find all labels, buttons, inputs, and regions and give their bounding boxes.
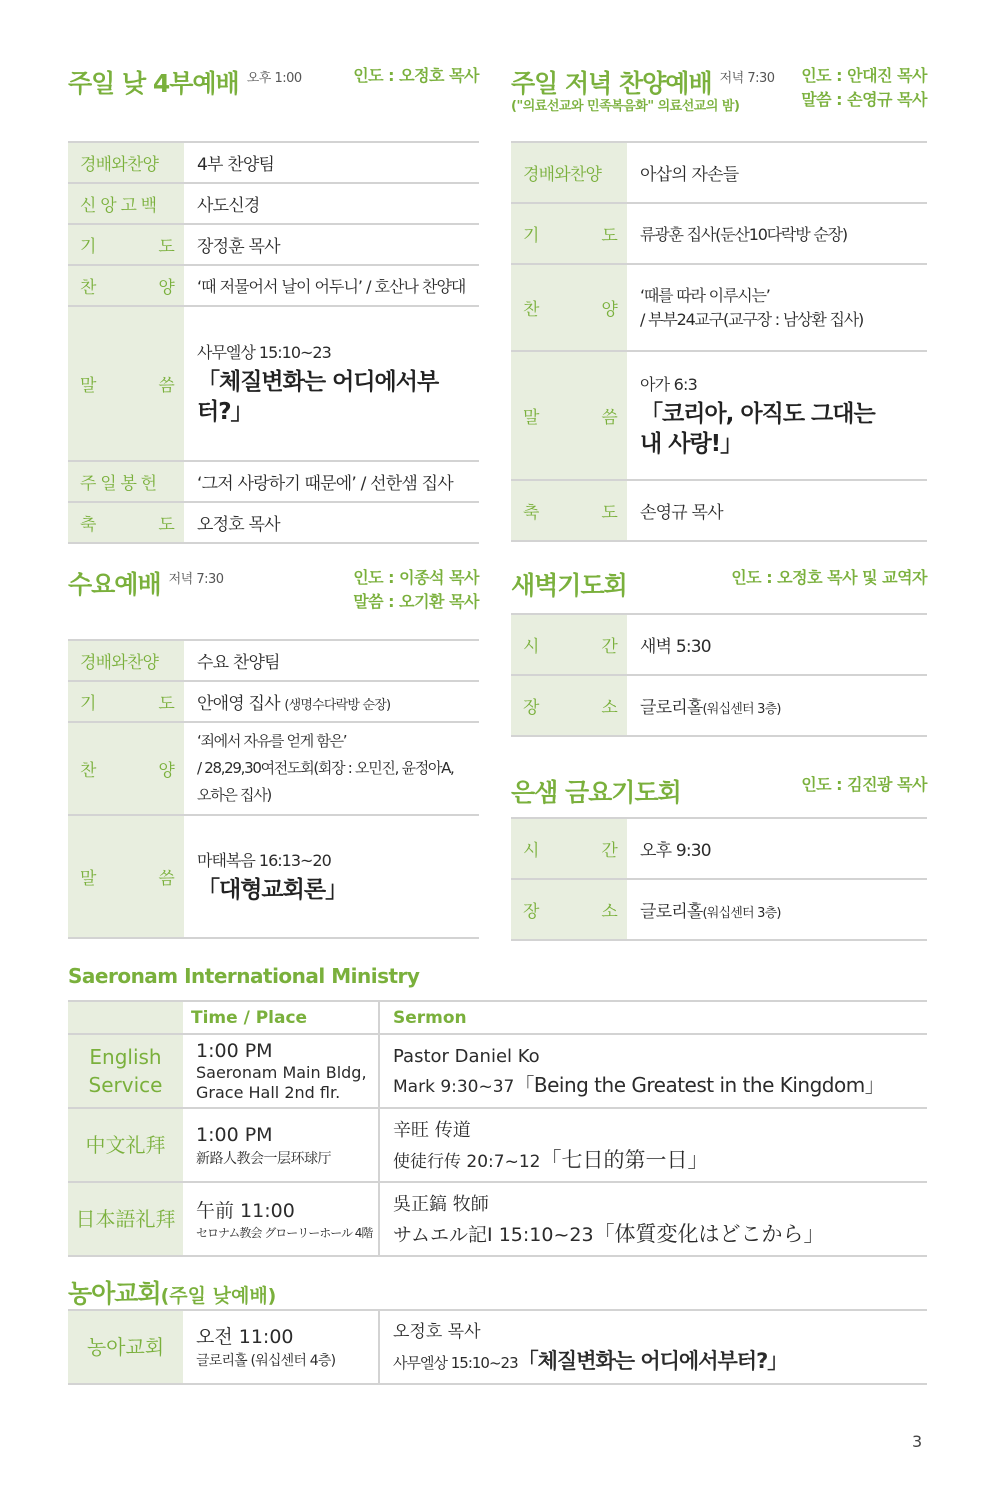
row-label: 경배와찬양 [68,142,184,183]
sermon-title: 「코리아, 아직도 그대는 내 사랑!」 [640,401,875,457]
section-title: 주일 저녁 찬양예배 [511,69,712,98]
sermon-cell [184,306,479,461]
section-title: 농아교회 [68,1279,161,1308]
table-row [68,681,479,722]
row-label: 말 씀 [511,351,627,480]
row-label: 장 소 [511,675,627,736]
service-label: 농아교회 [68,1310,183,1384]
service-time: 저녁 7:30 [719,71,775,86]
row-label: 시 간 [511,614,627,675]
table-row [68,815,479,938]
sermon-info: 辛旺 传道 使徒行传 20:7~12「七日的第一日」 [379,1108,927,1182]
section-title: 수요예배 [68,570,161,599]
farmer-header [68,1274,276,1310]
sermon-cell [627,351,927,480]
row-label: 기 도 [511,203,627,264]
service-label: 日本語礼拜 [68,1182,183,1256]
table-row [68,1182,927,1256]
table-row [511,203,927,264]
farmer-table [68,1309,927,1385]
table-row [68,224,479,265]
scripture-ref: 마태복음 16:13~20 [197,851,331,870]
row-label: 찬 양 [68,265,184,306]
dawn-table [511,613,927,737]
leader: 인도 : 김진광 목사 [801,775,927,794]
row-value: 오후 9:30 [627,818,927,879]
table-row [68,142,479,183]
sermon-title: 「체질변화는 어디에서부터?」 [197,369,439,425]
page-number: 3 [912,1432,923,1451]
service-label: English Service [68,1034,183,1108]
sunday-evening-table [511,141,927,542]
table-row [511,142,927,203]
row-label: 찬 양 [68,722,184,815]
table-row [68,722,479,815]
row-value: 4부 찬양팀 [184,142,479,183]
sermon-info: 오정호 목사 사무엘상 15:10~23「체질변화는 어디에서부터?」 [379,1310,927,1384]
leader: 인도 : 안대진 목사 [801,66,927,85]
friday-title: 은샘 금요기도회 [511,778,681,807]
service-time: 오후 1:00 [246,71,302,86]
sermon-cell [184,815,479,938]
wednesday-header [68,565,224,601]
row-label: 축 도 [511,480,627,541]
row-value: 오정호 목사 [184,502,479,543]
table-row [511,818,927,879]
table-row [68,502,479,543]
table-row [68,265,479,306]
time-place: 오전 11:00 글로리홀 (워십센터 4층) [183,1310,379,1384]
row-label: 기 도 [68,224,184,265]
time-place: 午前 11:00 セロナム教会 グローリーホール 4階 [183,1182,379,1256]
service-time: 저녁 7:30 [168,572,224,587]
row-value: ‘때 저물어서 날이 어두니’ / 호산나 찬양대 [184,265,479,306]
table-row [511,675,927,736]
table-row [511,614,927,675]
wednesday-table [68,639,479,939]
row-value: 손영규 목사 [627,480,927,541]
leader: 인도 : 이종석 목사 [353,568,479,587]
time-place: 1:00 PM Saeronam Main Bldg, Grace Hall 2nd flr. [183,1034,379,1108]
scripture-ref: 아가 6:3 [640,375,697,394]
row-value: 수요 찬양팀 [184,640,479,681]
table-row [511,480,927,541]
leader: 인도 : 오정호 목사 및 교역자 [731,568,927,587]
table-row [68,1310,927,1384]
table-row [68,1108,927,1182]
sermon-info: Pastor Daniel Ko Mark 9:30~37「Being the Greatest in the Kingdom」 [379,1034,927,1108]
sermon-title: 「대형교회론」 [197,877,348,903]
row-label: 신 앙 고 백 [68,183,184,224]
row-label: 찬 양 [511,264,627,351]
sunday-4th-header [68,64,302,100]
row-label: 시 간 [511,818,627,879]
friday-table [511,817,927,941]
table-row [68,183,479,224]
row-label: 말 씀 [68,815,184,938]
header-time-place: Time / Place [183,1001,379,1034]
row-value: 새벽 5:30 [627,614,927,675]
table-row [68,461,479,502]
row-value: 장정훈 목사 [184,224,479,265]
row-value: 안애영 집사 (생명수다락방 순장) [184,681,479,722]
row-value: 사도신경 [184,183,479,224]
table-header-row [68,1001,927,1034]
table-row [511,351,927,480]
row-label: 축 도 [68,502,184,543]
sermon-info: 吳正鎬 牧師 サムエル記Ⅰ 15:10~23「体質変化はどこから」 [379,1182,927,1256]
row-value: ‘때를 따라 이루시는’ / 부부24교구(교구장 : 남상환 집사) [627,264,927,351]
table-row [68,1034,927,1108]
row-label: 경배와찬양 [68,640,184,681]
table-row [68,640,479,681]
leaders [300,566,479,614]
leader: 인도 : 오정호 목사 [353,66,479,85]
row-label: 장 소 [511,879,627,940]
international-title: Saeronam International Ministry [68,964,420,988]
row-value: 글로리홀(워십센터 3층) [627,675,927,736]
dawn-title: 새벽기도회 [511,571,627,600]
section-subtitle: ("의료선교와 민족복음화" 의료선교의 밤) [511,99,740,114]
row-value: 아삽의 자손들 [627,142,927,203]
row-label: 주 일 봉 헌 [68,461,184,502]
row-value: ‘그저 사랑하기 때문에’ / 선한샘 집사 [184,461,479,502]
row-value: ‘죄에서 자유를 얻게 함은’ / 28,29,30여전도회(회장 : 오민진, 윤정아A, 오하은 집사) [184,722,479,815]
sunday-4th-table [68,141,479,544]
preacher: 말씀 : 손영규 목사 [801,90,927,109]
row-label: 말 씀 [68,306,184,461]
table-row [511,264,927,351]
preacher: 말씀 : 오기환 목사 [353,592,479,611]
section-subtitle: (주일 낮예배) [160,1285,277,1307]
section-title: 주일 낮 4부예배 [68,69,239,98]
international-table [68,1000,927,1257]
header-sermon: Sermon [379,1001,927,1034]
row-label: 경배와찬양 [511,142,627,203]
row-value: 류광훈 집사(둔산10다락방 순장) [627,203,927,264]
table-row [511,879,927,940]
row-value: 글로리홀(워십센터 3층) [627,879,927,940]
service-label: 中文礼拜 [68,1108,183,1182]
scripture-ref: 사무엘상 15:10~23 [197,343,331,362]
row-label: 기 도 [68,681,184,722]
leaders [770,64,927,112]
header-blank [68,1001,183,1034]
table-row [68,306,479,461]
time-place: 1:00 PM 新路人教会一层环球厅 [183,1108,379,1182]
